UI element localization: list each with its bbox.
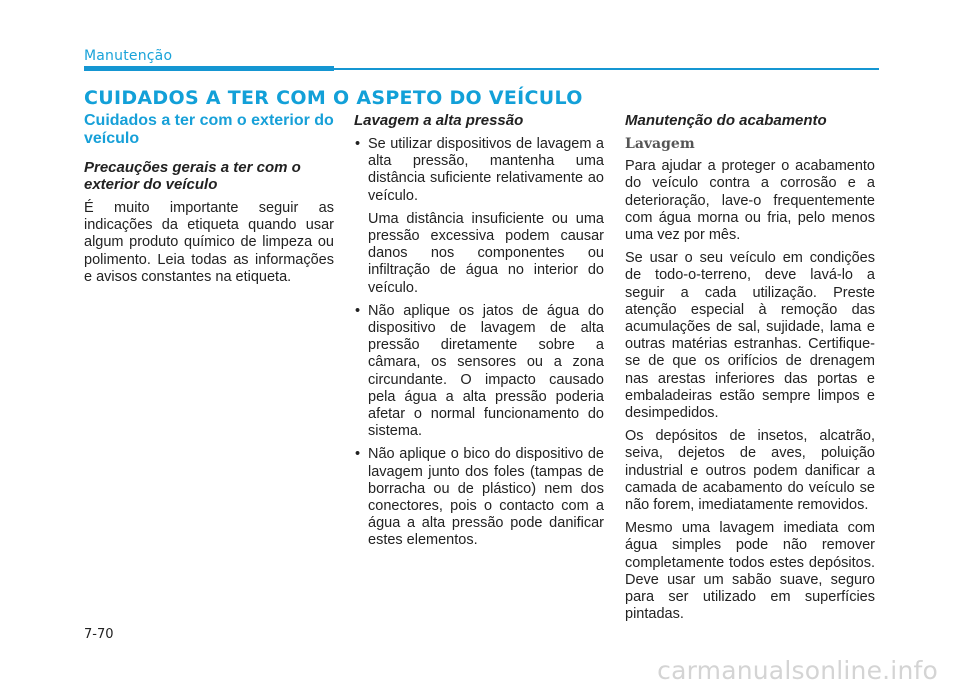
washing-paragraph: Para ajudar a proteger o acabamento do veículo contra a corrosão e a deterioração, lave-o frequentemente com água morna ou fria, pelo menos uma vez por mês. — [625, 158, 875, 244]
list-item-text: Não aplique os jatos de água do dispositivo de lavagem de alta pressão diretamente sobre a câmara, os sensores ou a zona circundante. O impacto causado pela água a alta pressão poderia afetar o normal funcionamento do sistema. — [368, 302, 604, 440]
washing-paragraph: Os depósitos de insetos, alcatrão, seiva, dejetos de aves, poluição industrial e outros podem danificar a camada de acabamento do veículo se não forem, imediatamente removidos. — [625, 428, 875, 514]
list-item — [354, 303, 604, 441]
general-precautions-subheading: Precauções gerais a ter com o exterior do veículo — [84, 159, 301, 193]
header-rule-thin — [334, 68, 879, 70]
column-middle — [354, 112, 604, 556]
chapter-title: CUIDADOS A TER COM O ASPETO DO VEÍCULO — [84, 87, 583, 109]
high-pressure-list — [354, 136, 604, 550]
exterior-care-heading: Cuidados a ter com o exterior do veículo — [84, 112, 334, 147]
column-left — [84, 112, 334, 292]
finish-maintenance-subheading: Manutenção do acabamento — [625, 112, 827, 129]
washing-heading: Lavagem — [625, 136, 695, 152]
list-item-text: Se utilizar dispositivos de lavagem a alta pressão, mantenha uma distância suficiente relativamente ao veículo. — [368, 136, 604, 204]
section-label: Manutenção — [84, 48, 173, 64]
list-item-text: Não aplique o bico do dispositivo de lavagem junto dos foles (tampas de borracha ou de plástico) nem dos conectores, pois o contacto com a água a alta pressão pode danificar estes elementos. — [368, 446, 604, 549]
list-item — [354, 446, 604, 549]
header-rule-thick — [84, 66, 334, 71]
high-pressure-subheading: Lavagem a alta pressão — [354, 112, 524, 129]
list-item-note: Uma distância insuficiente ou uma pressão excessiva podem causar danos nos componentes ou infiltração de água no interior do veículo. — [368, 210, 604, 296]
washing-paragraph: Se usar o seu veículo em condições de todo-o-terreno, deve lavá-lo a seguir a cada utilização. Preste atenção especial à remoção das acumulações de sal, sujidade, lama e outras matérias estranhas. Certifique-se de que os orifícios de drenagem nas arestas inferiores das portas e embaladeiras estão sempre limpos e desimpedidos. — [625, 250, 875, 422]
page-number: 7-70 — [84, 627, 114, 642]
general-precautions-paragraph: É muito importante seguir as indicações da etiqueta quando usar algum produto químico de limpeza ou polimento. Leia todas as informações e avisos constantes na etiqueta. — [84, 200, 334, 285]
washing-paragraph: Mesmo uma lavagem imediata com água simples pode não remover completamente todos estes depósitos. Deve usar um sabão suave, seguro para ser utilizado em superfícies pintadas. — [625, 520, 875, 623]
list-item — [354, 136, 604, 297]
watermark: carmanualsonline.info — [657, 656, 938, 685]
column-right — [625, 112, 875, 629]
